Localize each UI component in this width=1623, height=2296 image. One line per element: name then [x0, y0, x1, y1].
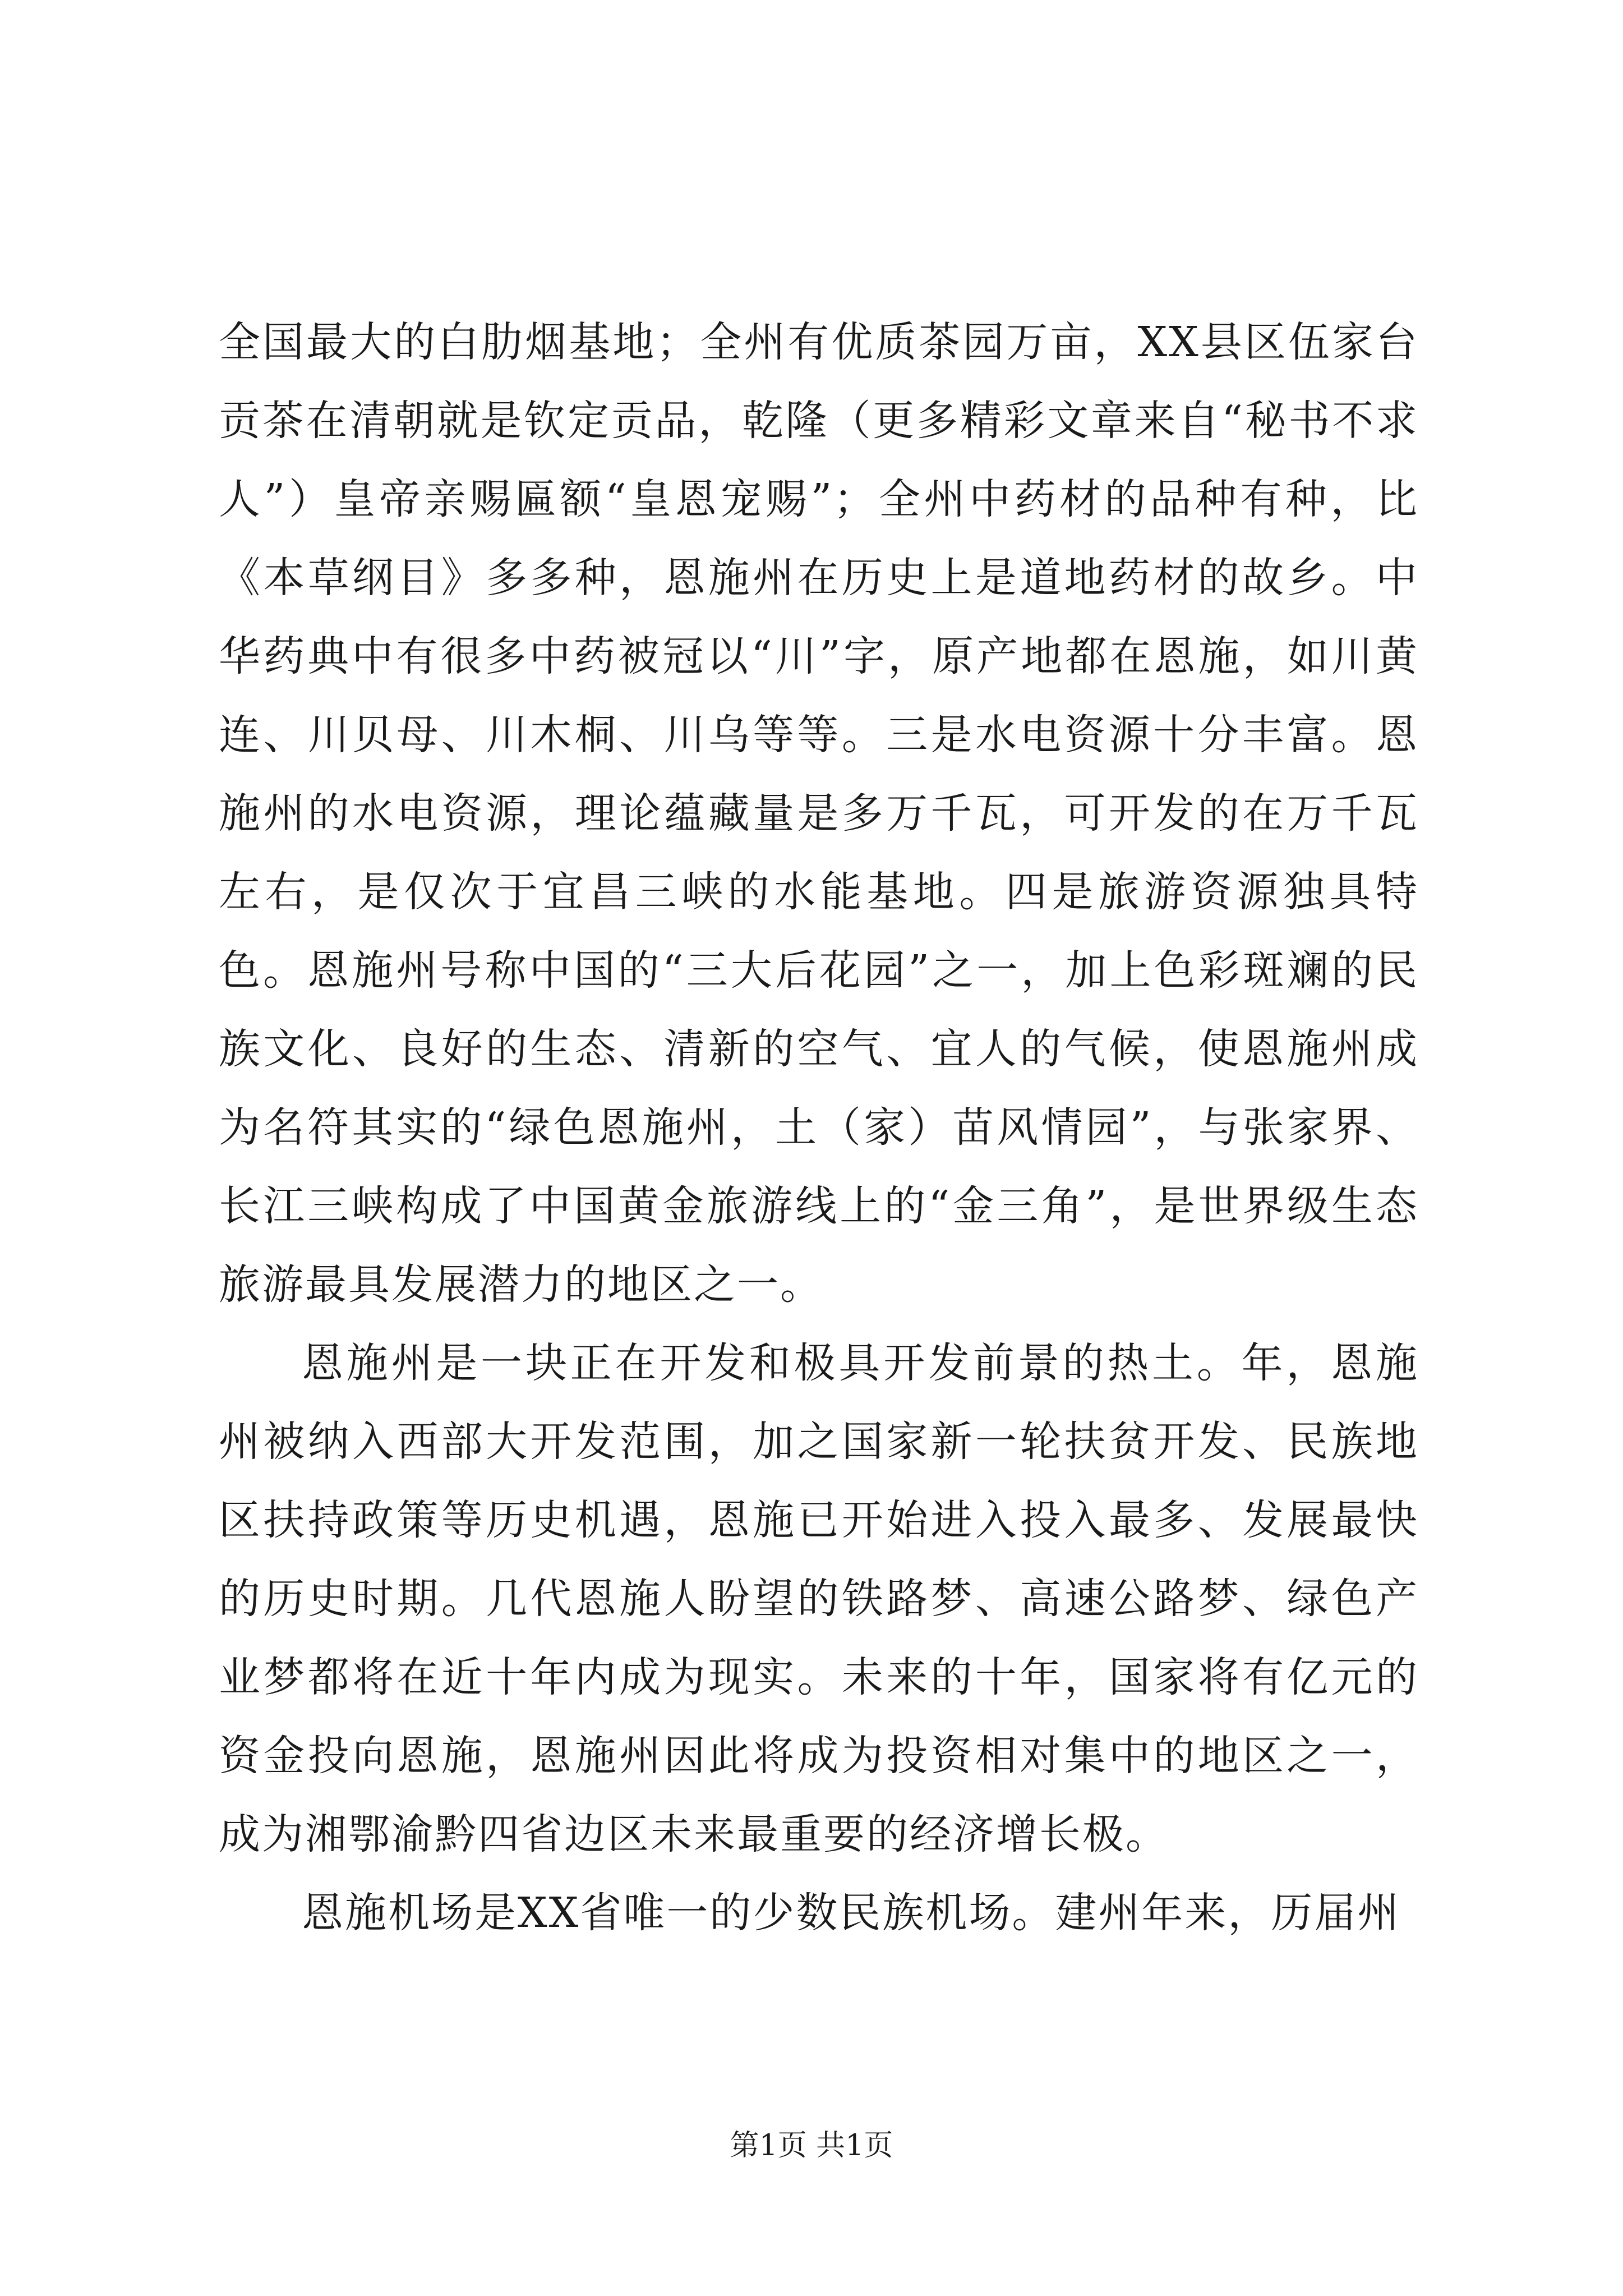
page-footer: 第1页 共1页 — [730, 2129, 893, 2162]
paragraph-1: 全国最大的白肋烟基地；全州有优质茶园万亩，XX县区伍家台贡茶在清朝就是钦定贡品，乾隆（更多精彩文章来自“秘书不求人”）皇帝亲赐匾额“皇恩宠赐”；全州中药材的品种有种，比《本草纲目》多多种，恩施州在历史上是道地药材的故乡。中华药典中有很多中药被冠以“川”字，原产地都在恩施，如川黄连、川贝母、川木桐、川乌等等。三是水电资源十分丰富。恩施州的水电资源，理论蕴藏量是多万千瓦，可开发的在万千瓦左右，是仅次于宜昌三峡的水能基地。四是旅游资源独具特色。恩施州号称中国的“三大后花园”之一，加上色彩斑斓的民族文化、良好的生态、清新的空气、宜人的气候，使恩施州成为名符其实的“绿色恩施州，土（家）苗风情园”，与张家界、长江三峡构成了中国黄金旅游线上的“金三角”，是世界级生态旅游最具发展潜力的地区之一。 — [219, 318, 1419, 1309]
document-body — [219, 303, 1419, 1952]
paragraph-2: 恩施州是一块正在开发和极具开发前景的热土。年，恩施州被纳入西部大开发范围，加之国家新一轮扶贫开发、民族地区扶持政策等历史机遇，恩施已开始进入投入最多、发展最快的历史时期。几代恩施人盼望的铁路梦、高速公路梦、绿色产业梦都将在近十年内成为现实。未来的十年，国家将有亿元的资金投向恩施，恩施州因此将成为投资相对集中的地区之一，成为湘鄂渝黔四省边区未来最重要的经济增长极。 — [219, 1339, 1419, 1858]
paragraph-3: 恩施机场是XX省唯一的少数民族机场。建州年来，历届州 — [302, 1889, 1401, 1937]
